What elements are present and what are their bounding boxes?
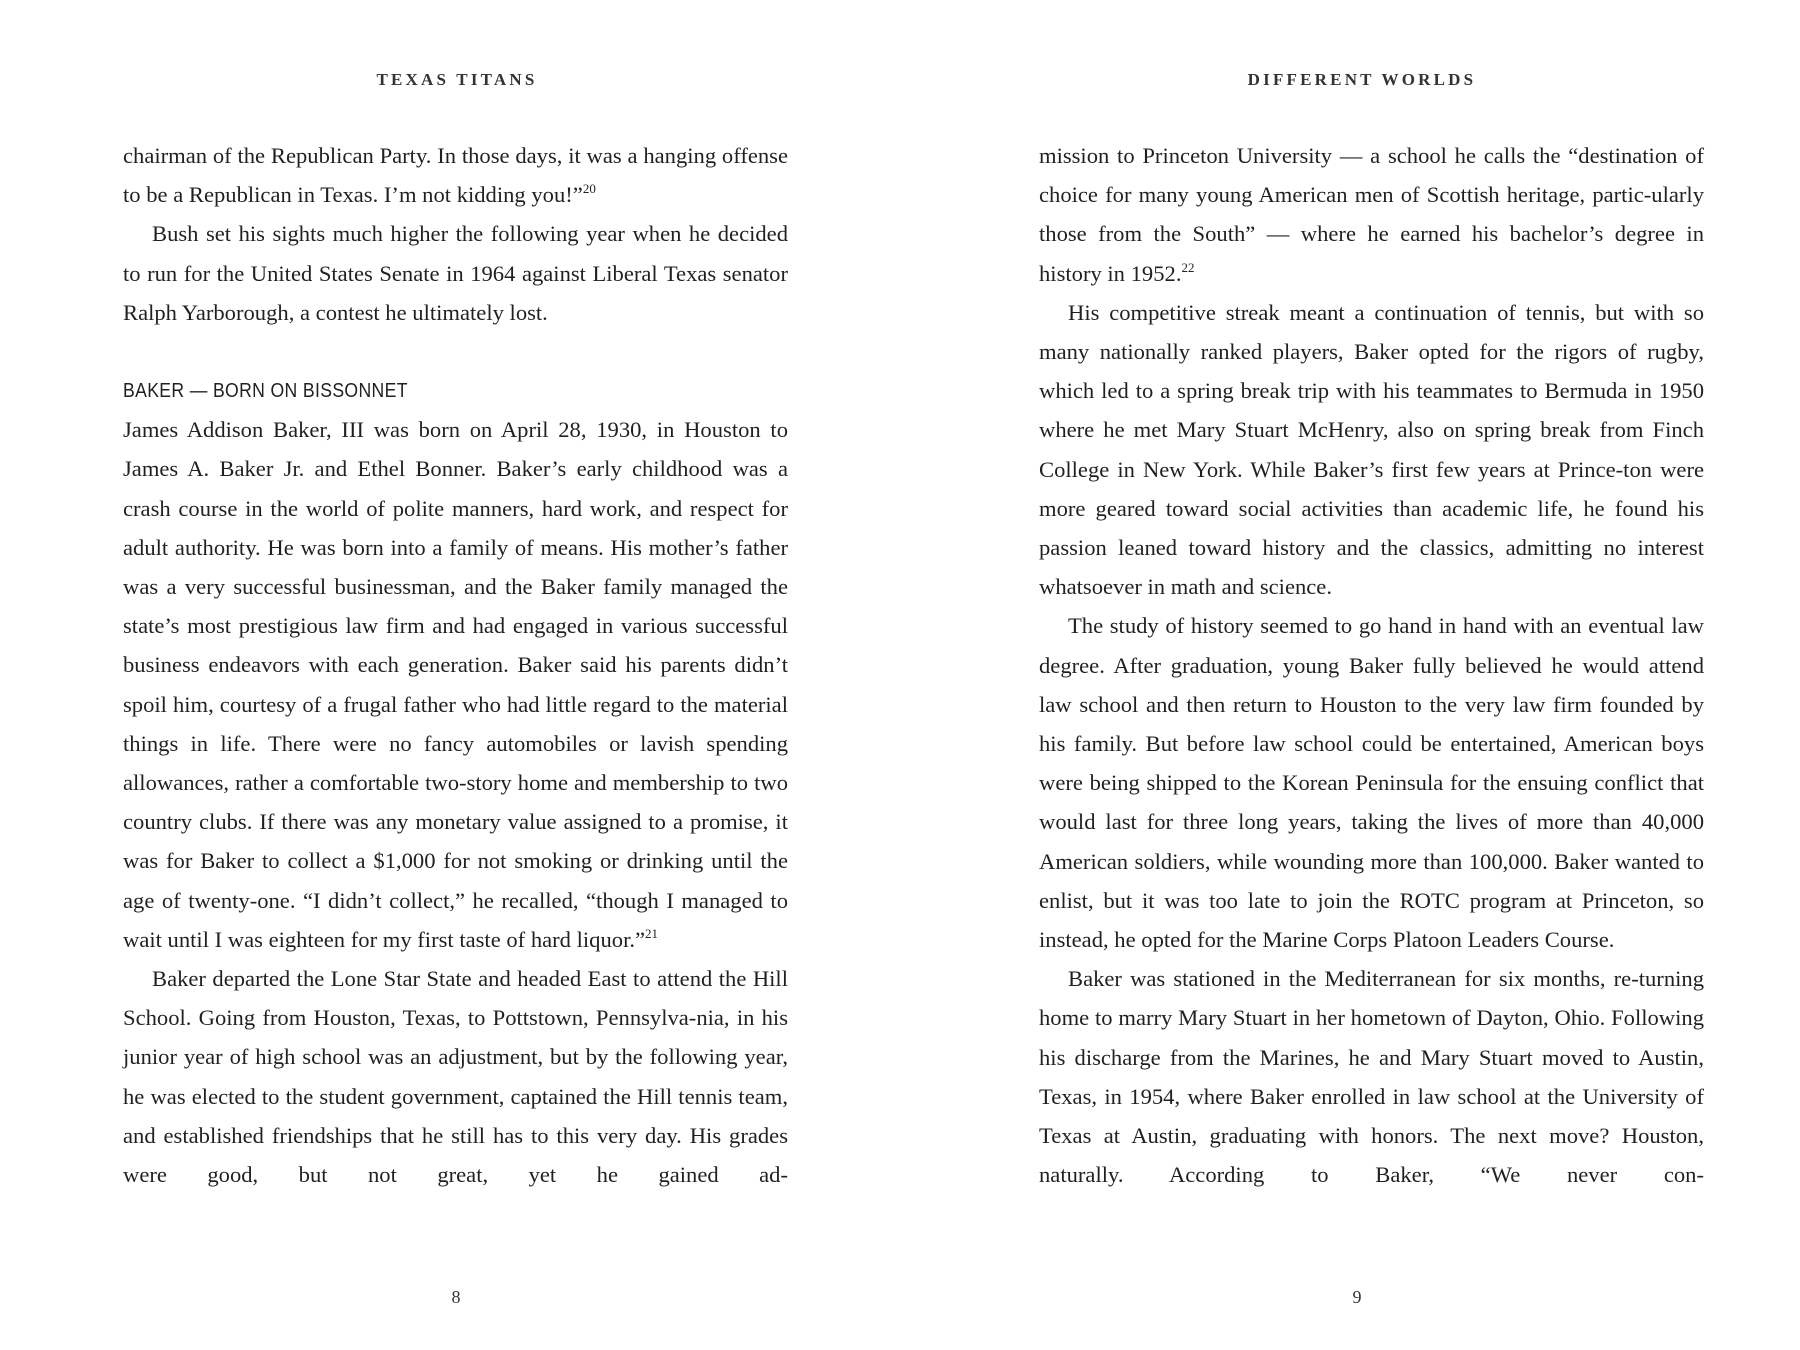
paragraph bbox=[1039, 293, 1704, 607]
page-number-right: 9 bbox=[1352, 1287, 1362, 1307]
paragraph-text: His competitive streak meant a continuation of tennis, but with so many nationally ranked players, Baker opted for the rigors of rugby, which led to a spring break trip with his teammates to Bermuda in 1950 where he met Mary Stuart McHenry, also on spring break from Finch College in New York. While Baker’s first few years at Prince-ton were more geared toward social activities than academic life, he found his passion leaned toward history and the classics, admitting no interest whatsoever in math and science. bbox=[1039, 299, 1704, 600]
footnote-ref[interactable]: 20 bbox=[582, 181, 596, 197]
paragraph-text: James Addison Baker, III was born on April 28, 1930, in Houston to James A. Baker Jr. and Ethel Bonner. Baker’s early childhood was a crash course in the world of polite manners, hard work, and respect for adult authority. He was born into a family of means. His mother’s father was a very successful businessman, and the Baker family managed the state’s most prestigious law firm and had engaged in various successful business endeavors with each generation. Baker said his parents didn’t spoil him, courtesy of a frugal father who had little regard to the material things in life. There were no fancy automobiles or lavish spending allowances, rather a comfortable two-story home and membership to two country clubs. If there was any monetary value assigned to a promise, it was for Baker to collect a $1,000 for not smoking or drinking until the age of twenty-one. “I didn’t collect,” he recalled, “though I managed to wait until I was eighteen for my first taste of hard liquor.” bbox=[123, 417, 788, 952]
paragraph bbox=[123, 136, 788, 214]
left-text-block bbox=[123, 136, 788, 1194]
page-number-left: 8 bbox=[451, 1287, 461, 1307]
footnote-ref[interactable]: 22 bbox=[1181, 259, 1195, 275]
section-heading: BAKER — BORN ON BISSONNET bbox=[123, 379, 408, 403]
paragraph bbox=[123, 214, 788, 332]
right-page bbox=[900, 0, 1800, 1350]
paragraph bbox=[1039, 959, 1704, 1194]
paragraph-text: chairman of the Republican Party. In those days, it was a hanging offense to be a Republican in Texas. I’m not kidding you!” bbox=[123, 143, 788, 208]
right-text-block bbox=[1039, 136, 1704, 1194]
paragraph-text: mission to Princeton University — a school he calls the “destination of choice for many young American men of Scottish heritage, partic-ularly those from the South” — where he earned his bachelor’s degree in history in 1952. bbox=[1039, 143, 1704, 286]
running-head-right: DIFFERENT WORLDS bbox=[1247, 70, 1477, 89]
paragraph-text: Bush set his sights much higher the following year when he decided to run for the United States Senate in 1964 against Liberal Texas senator Ralph Yarborough, a contest he ultimately lost. bbox=[123, 221, 788, 325]
paragraph bbox=[1039, 606, 1704, 959]
footnote-ref[interactable]: 21 bbox=[645, 925, 659, 941]
paragraph-text: Baker was stationed in the Mediterranean for six months, re-turning home to marry Mary Stuart in her hometown of Dayton, Ohio. Following his discharge from the Marines, he and Mary Stuart moved to Austin, Texas, in 1954, where Baker enrolled in law school at the University of Texas at Austin, graduating with honors. The next move? Houston, naturally. According to Baker, “We never con- bbox=[1039, 966, 1704, 1188]
paragraph bbox=[123, 959, 788, 1194]
paragraph-text: The study of history seemed to go hand in hand with an eventual law degree. After graduation, young Baker fully believed he would attend law school and then return to Houston to the very law firm founded by his family. But before law school could be entertained, American boys were being shipped to the Korean Peninsula for the ensuing conflict that would last for three long years, taking the lives of more than 40,000 American soldiers, while wounding more than 100,000. Baker wanted to enlist, but it was too late to join the ROTC program at Princeton, so instead, he opted for the Marine Corps Platoon Leaders Course. bbox=[1039, 613, 1704, 953]
running-head-left: TEXAS TITANS bbox=[376, 70, 538, 89]
paragraph bbox=[1039, 136, 1704, 293]
paragraph bbox=[123, 410, 788, 959]
paragraph-text: Baker departed the Lone Star State and headed East to attend the Hill School. Going from Houston, Texas, to Pottstown, Pennsylva-nia, in his junior year of high school was an adjustment, but by the following year, he was elected to the student government, captained the Hill tennis team, and established friendships that he still has to this very day. His grades were good, but not great, yet he gained ad- bbox=[123, 966, 788, 1188]
